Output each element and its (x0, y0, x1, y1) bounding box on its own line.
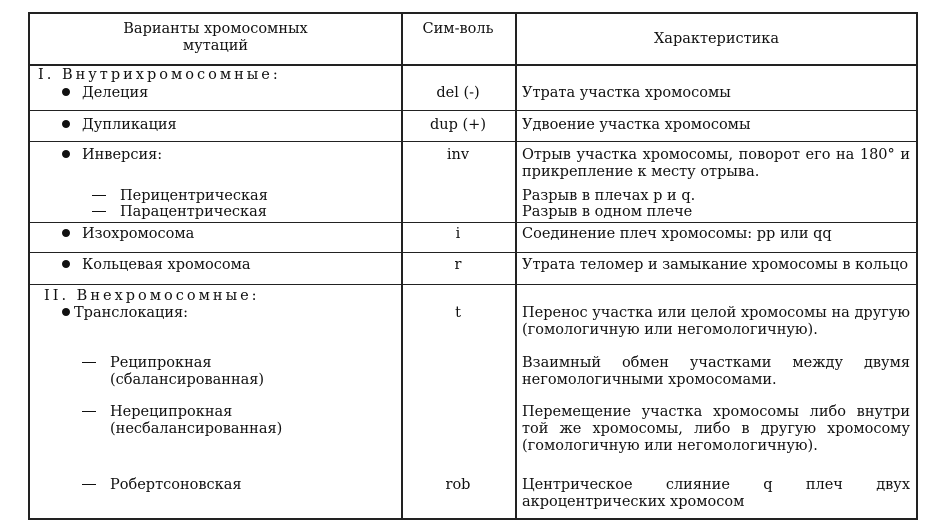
row-pericentric-desc: Разрыв в плечах p и q. (522, 188, 696, 204)
row-reciprocal-name: Реципрокная (сбалансированная) (82, 355, 382, 389)
header-symbols: Сим-воль (422, 21, 494, 37)
row-deletion-desc: Утрата участка хромосомы (522, 85, 731, 101)
row-ring-name: Кольцевая хромосома (62, 257, 251, 274)
dash-icon (82, 411, 96, 413)
row-translocation-symbol: t (455, 305, 461, 321)
row-ring-desc: Утрата теломер и замыкание хромосомы в кольцо (522, 257, 909, 273)
row-isochromosome-symbol: i (455, 226, 461, 242)
column-divider-2 (515, 14, 517, 518)
row-translocation-name: Транслокация: (62, 305, 188, 322)
bullet-icon (62, 150, 70, 158)
bullet-icon (62, 88, 70, 96)
row-divider (30, 252, 916, 253)
dash-icon (82, 484, 96, 486)
header-divider (30, 64, 916, 66)
dash-icon (82, 362, 96, 364)
row-inversion-name: Инверсия: (62, 147, 162, 164)
row-divider (30, 284, 916, 285)
row-deletion-symbol: del (-) (436, 85, 480, 101)
row-divider (30, 222, 916, 223)
bullet-icon (62, 229, 70, 237)
row-duplication-name: Дупликация (62, 117, 177, 134)
row-paracentric-name: Парацентрическая (92, 204, 267, 221)
row-robertsonian-desc: Центрическое слияние q плеч двух акроцентрических хромосом (522, 477, 910, 510)
header-characteristic: Характеристика (653, 31, 780, 47)
row-isochromosome-desc: Соединение плеч хромосомы: pp или qq (522, 226, 832, 242)
row-duplication-desc: Удвоение участка хромосомы (522, 117, 751, 133)
row-inversion-symbol: inv (446, 147, 470, 163)
row-ring-symbol: r (454, 257, 462, 273)
row-robertsonian-name: Робертсоновская (82, 477, 241, 494)
row-deletion-name: Делеция (62, 85, 148, 102)
dash-icon (92, 195, 106, 197)
header-variants: Варианты хромосомных мутаций (123, 21, 308, 54)
row-inversion-desc: Отрыв участка хромосомы, поворот его на 180° и прикрепление к месту отрыва. (522, 147, 910, 180)
section-extrachromosomal: II. Внехромосомные: (44, 288, 260, 304)
row-translocation-desc: Перенос участка или целой хромосомы на другую (гомологичную или негомологичную). (522, 305, 910, 338)
row-nonreciprocal-desc: Перемещение участка хромосомы либо внутри той же хромосомы, либо в другую хромосому (гомологичную или негомологичную). (522, 404, 910, 454)
row-divider (30, 141, 916, 142)
row-divider (30, 110, 916, 111)
bullet-icon (62, 308, 70, 316)
row-nonreciprocal-name: Нереципрокная (несбалансированная) (82, 404, 402, 438)
row-isochromosome-name: Изохромосома (62, 226, 194, 243)
row-duplication-symbol: dup (+) (430, 117, 486, 133)
row-pericentric-name: Перицентрическая (92, 188, 268, 205)
row-paracentric-desc: Разрыв в одном плече (522, 204, 693, 220)
dash-icon (92, 211, 106, 213)
chromosome-mutations-table (28, 12, 918, 520)
section-intrachromosomal: I. Внутрихромосомные: (38, 67, 281, 83)
row-reciprocal-desc: Взаимный обмен участками между двумя негомологичными хромосомами. (522, 355, 910, 388)
row-robertsonian-symbol: rob (445, 477, 471, 493)
bullet-icon (62, 260, 70, 268)
bullet-icon (62, 120, 70, 128)
